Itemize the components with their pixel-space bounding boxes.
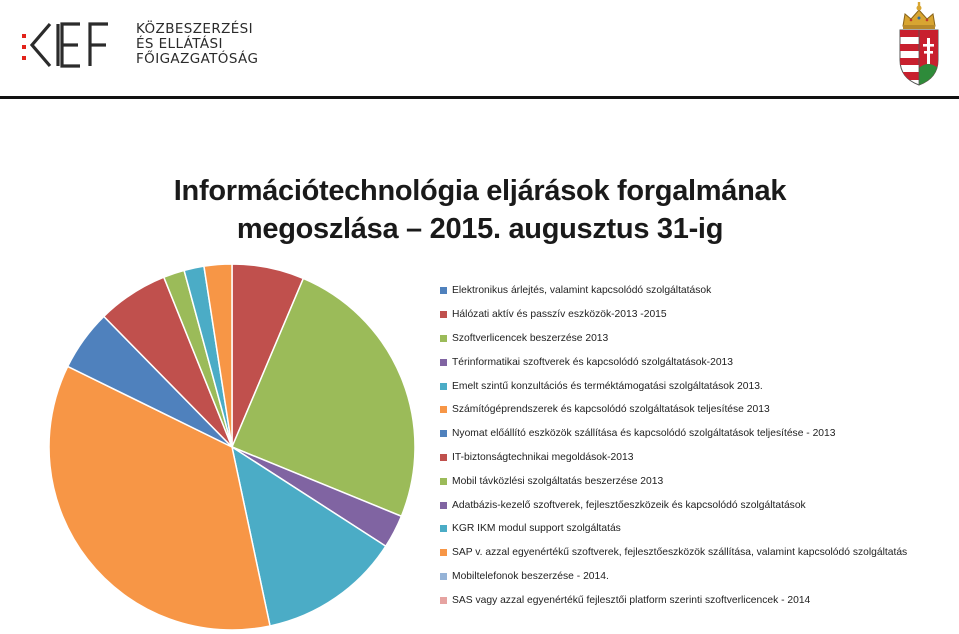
legend-item [440,279,955,303]
legend-label: SAS vagy azzal egyenértékű fejlesztői platform szerinti szoftverlicencek - 2014 [452,594,811,606]
legend-item [440,327,955,351]
chart-title [130,172,830,248]
legend-item [440,588,955,612]
legend-swatch [440,406,447,413]
header [0,0,959,100]
legend-swatch [440,549,447,556]
chart-title-line: Információtechnológia eljárások forgalmának [173,175,787,207]
org-name-line: ÉS ELLÁTÁSI [136,36,223,52]
org-name-line: KÖZBESZERZÉSI [136,21,254,37]
legend-item [440,469,955,493]
legend-item [440,398,955,422]
org-name [136,22,258,67]
legend-item [440,303,955,327]
legend-item [440,422,955,446]
legend-swatch [440,311,447,318]
kef-logo-icon [22,20,122,70]
legend-swatch [440,573,447,580]
legend-swatch [440,478,447,485]
legend-label: Szoftverlicencek beszerzése 2013 [452,332,609,344]
legend-swatch [440,287,447,294]
legend-swatch [440,430,447,437]
hungarian-coat-of-arms-icon [895,2,943,86]
legend-label: IT-biztonságtechnikai megoldások-2013 [452,451,634,463]
legend-label: Mobil távközlési szolgáltatás beszerzése 2013 [452,475,664,487]
pie-chart [45,262,420,634]
legend-label: Adatbázis-kezelő szoftverek, fejlesztőeszközeik és kapcsolódó szolgáltatások [452,499,806,511]
legend-label: Hálózati aktív és passzív eszközök-2013 -2015 [452,309,667,321]
legend-swatch [440,454,447,461]
legend-item [440,446,955,470]
legend-item [440,541,955,565]
legend-item [440,565,955,589]
chart-legend [440,279,955,612]
legend-item [440,517,955,541]
legend-label: Nyomat előállító eszközök szállítása és kapcsolódó szolgáltatások teljesítése - 2013 [452,428,836,440]
legend-swatch [440,597,447,604]
legend-swatch [440,525,447,532]
legend-label: Mobiltelefonok beszerzése - 2014. [452,570,609,582]
legend-item [440,493,955,517]
org-name-line: FŐIGAZGATÓSÁG [136,51,259,67]
legend-label: SAP v. azzal egyenértékű szoftverek, fejlesztőeszközök szállítása, valamint kapcsolódó szolgáltatás [452,547,908,559]
legend-item [440,374,955,398]
legend-label: KGR IKM modul support szolgáltatás [452,523,621,535]
legend-label: Elektronikus árlejtés, valamint kapcsolódó szolgáltatások [452,285,712,297]
legend-label: Emelt szintű konzultációs és terméktámogatási szolgáltatások 2013. [452,380,763,392]
legend-item [440,350,955,374]
legend-swatch [440,359,447,366]
legend-label: Térinformatikai szoftverek és kapcsolódó szolgáltatások-2013 [452,356,734,368]
legend-swatch [440,335,447,342]
legend-swatch [440,383,447,390]
header-divider [0,96,959,99]
legend-label: Számítógéprendszerek és kapcsolódó szolgáltatások teljesítése 2013 [452,404,770,416]
chart-title-line: megoszlása – 2015. augusztus 31-ig [236,213,724,245]
legend-swatch [440,502,447,509]
